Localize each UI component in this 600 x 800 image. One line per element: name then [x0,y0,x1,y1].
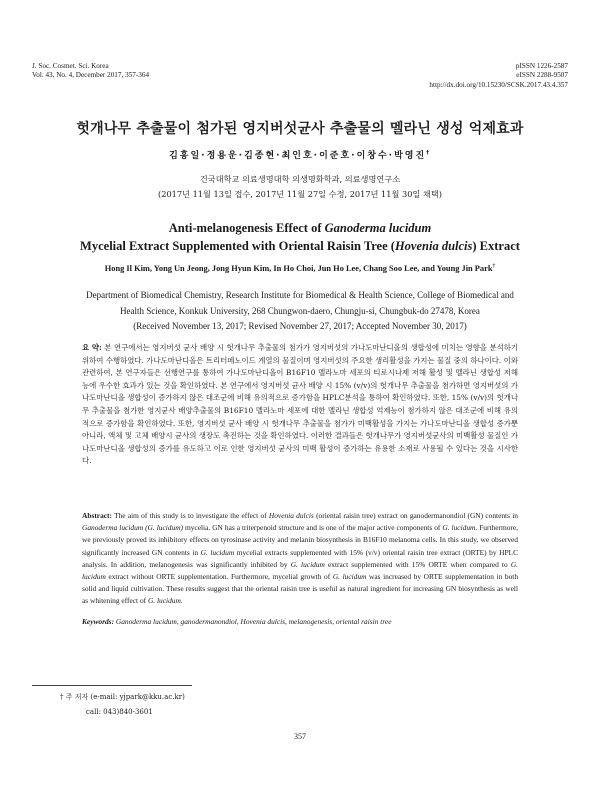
keywords [82,617,518,626]
abstract-italic: Hovenia dulcis [268,511,314,520]
english-author-list: Hong Il Kim, Yong Un Jeong, Jong Hyun Kim, In Ho Choi, Jun Ho Lee, Chang Soo Lee, and Young Jin Park [104,263,493,273]
abstract-italic: G. lucidum [82,559,519,582]
footnote [60,690,185,720]
korean-authors [0,148,600,161]
korean-abstract-label: 요 약: [82,343,102,352]
footnote-divider [32,685,192,686]
english-title-species: Ganoderma lucidum [324,221,432,235]
abstract-label: Abstract: [82,511,112,520]
abstract-text: The aim of this study is to investigate the effect of [111,511,269,520]
abstract-text: was increased by ORTE supplementation in both solid and liquid cultivation. These results suggest that the oriental raisin tree is useful as natural ingredient for increasing GN biosynthesis as well as whitening effect of [82,572,519,606]
korean-abstract [82,342,518,468]
corresponding-mark: † [426,150,431,156]
issn-info [429,62,568,90]
korean-dates: (2017년 11월 13일 접수, 2017년 11월 27일 수정, 2017년 11월 30일 채택) [158,189,442,199]
english-title-species: Hovenia dulcis [394,239,473,253]
english-abstract [82,510,518,608]
volume-info: Vol. 43, No. 4, December 2017, 357-364 [32,71,150,80]
english-title-part: Anti-melanogenesis Effect of [168,221,325,235]
abstract-italic: G. lucidum [442,523,476,533]
abstract-italic: G. lucidum [200,547,235,557]
korean-author-list: 김홍일·정용운·김종현·최인호·이준호·이창수·박영진 [169,151,427,161]
abstract-text: . Furthermore, we previously proved its inhibitory effects on tyrosinase activity and melanin biosynthesis in B16F10 melanoma cells. In this study, we observed significantly increased GN contents in [82,523,518,557]
korean-abstract-text: 본 연구에서는 영지버섯 균사 배양 시 헛개나무 추출물의 첨가가 영지버섯의 가나도마난디올의 생합성에 미치는 영향을 분석하기 위하여 수행하였다. 가나도마난디올은 트리터페노이드 계열의 물질이며 영지버섯의 주요한 생리활성을 가지는 물질 중의 하나이다. 이와 관련하여, 본 연구자들은 선행연구를 통하여 가나도마난디올이 B16F10 멜라노마 세포의 티로시나제 저해 활성 및 멜라닌 생합성 저해능에 우수한 효과가 있는 것을 확인하였다. 본 연구에서 영지버섯 균사 배양 시 15% (v/v)의 헛개나무 추출물을 첨가하면 영지버섯의 가나도마난디올 생합성이 증가하지 않은 대조군에 비해 유의적으로 증가함을 HPLC분석을 통하여 확인하였다. 또한, 15% (v/v)의 헛개나무 추출물을 첨가한 영지균사 배양추출물의 B16F10 멜라노마 세포에 대한 멜라닌 생합성 억제능이 첨가하지 않은 대조군에 비해 유의적으로 증가함을 확인하였다. 또한, 영지버섯 균사 배양 시 헛개나무 추출물을 첨가가 미백활성을 가지는 가나도마난디올 생합성 증가뿐 아니라, 액체 및 고체 배양시 균사의 생장도 촉진하는 것을 확인하였다. 이러한 결과들은 헛개나무가 영지버섯균사의 미백활성 물질인 가나도마난디올 생합성의 증가를 유도하고 이로 인한 영지버섯 균사의 미백 활성이 증가하는 유용한 소재로 사용될 수 있다는 것을 시사한다. [82,343,518,466]
abstract-italic: G. lucidum [332,572,367,582]
korean-affiliation: 건국대학교 의료생명대학 의생명화학과, 의료생명연구소 [199,174,401,184]
english-title [0,219,600,255]
english-affiliation-line: Health Science, Konkuk University, 268 Chungwon-daero, Chungju-si, Chungbuk-do 27478, Korea [120,305,480,316]
english-dates: (Received November 13, 2017; Revised November 27, 2017; Accepted November 30, 2017) [133,321,467,332]
english-title-part: Mycelial Extract Supplemented with Oriental Raisin Tree ( [80,239,395,253]
journal-name: J. Soc. Cosmet. Sci. Korea [32,62,109,70]
keywords-label: Keywords: [82,617,115,626]
page-number: 357 [294,732,306,741]
keywords-text: Ganoderma lucidum, ganodermanondiol, Hovenia dulcis, melanogenesis, oriental raisin tree [114,617,392,626]
abstract-text: mycelial extracts supplemented with 15% (v/v) oriental raisin tree extract (ORTE) by HPLC analysis. In addition, melanogenesis was significantly inhibited by [82,547,519,569]
english-authors [0,263,600,273]
footnote-phone: call: 043)840-3601 [86,708,153,716]
abstract-text: (oriental raisin tree) extract on ganodermanondiol (GN) contents in [313,511,518,520]
doi-link[interactable]: http://dx.doi.org/10.15230/SCSK.2017.43.4.357 [429,80,568,89]
english-title-part: ) Extract [472,239,520,253]
abstract-text: mycelia. GN has a triterpenoid structure and is one of the major active components of [183,523,443,533]
abstract-italic: G. lucidum [147,596,181,606]
abstract-text: extract without ORTE supplementation. Furthermore, mycelial growth of [105,572,333,582]
eissn: eISSN 2288-9507 [516,71,568,80]
footnote-email: † 주 저자 (e-mail: yjpark@kku.ac.kr) [60,693,185,701]
abstract-italic: G. lucidum [290,559,325,569]
korean-affiliation-block [0,172,600,202]
korean-title: 헛개나무 추출물이 첨가된 영지버섯균사 추출물의 멜라닌 생성 억제효과 [76,121,524,137]
abstract-text: . [180,596,183,606]
abstract-text: extract supplemented with 15% ORTE when compared to [324,559,511,569]
running-header [32,62,568,90]
journal-info [32,62,149,90]
english-affiliation-line: Department of Biomedical Chemistry, Research Institute for Biomedical & Health Science, College of Biomedical and [86,290,514,300]
abstract-italic: Ganoderma lucidum (G. lucidum) [82,523,183,533]
corresponding-mark: † [492,263,496,269]
pissn: pISSN 1226-2587 [515,62,568,70]
english-affiliation-block [34,288,566,335]
